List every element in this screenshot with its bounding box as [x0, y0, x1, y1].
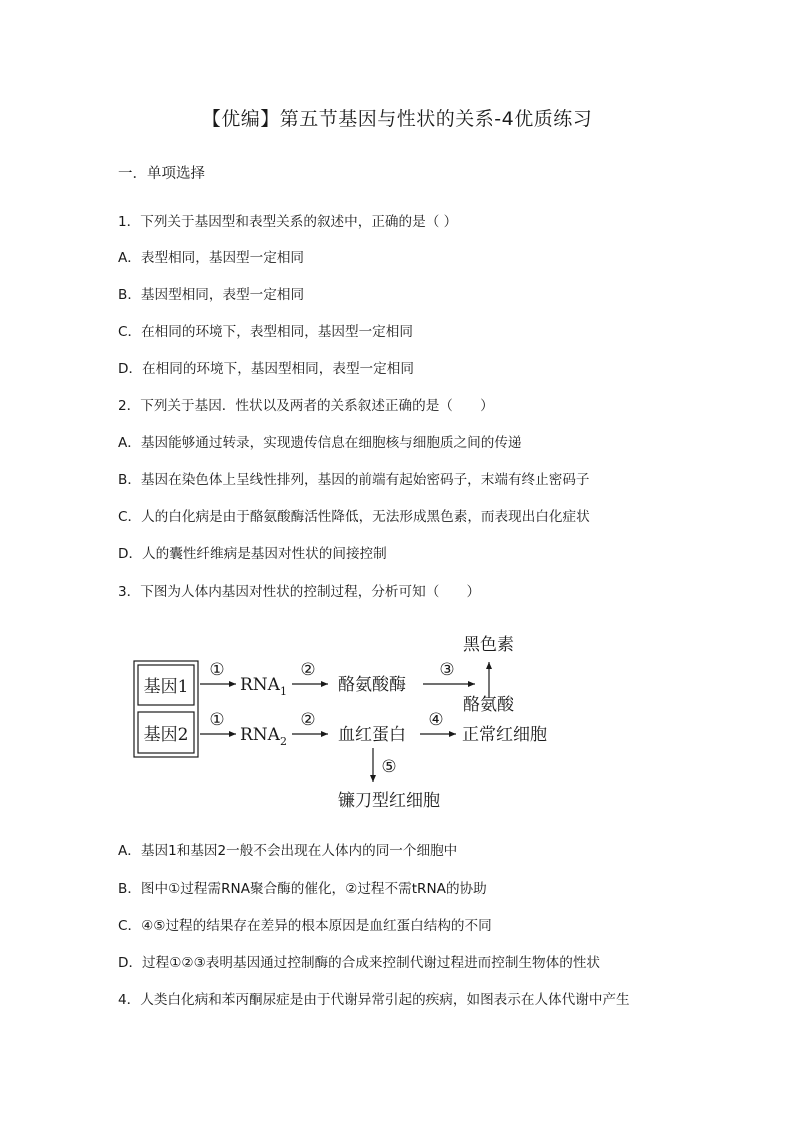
rna1-label: $RNA_1$: [240, 675, 287, 698]
question-2-option-c: C．人的白化病是由于酪氨酸酶活性降低，无法形成黑色素，而表现出白化症状: [118, 509, 590, 525]
sickle-rbc-label: 镰刀型红细胞: [338, 791, 440, 811]
step4-marker: ④: [428, 710, 444, 730]
question-1-option-b: B．基因型相同，表型一定相同: [118, 287, 305, 303]
question-4-stem: 4．人类白化病和苯丙酮尿症是由于代谢异常引起的疾病，如图表示在人体代谢中产生: [118, 992, 630, 1008]
melanin-label: 黑色素: [463, 635, 514, 655]
step5-marker: ⑤: [381, 757, 397, 777]
step3-marker: ③: [439, 660, 455, 680]
question-2-stem: 2．下列关于基因．性状以及两者的关系叙述正确的是（ ）: [118, 398, 494, 414]
question-2-option-d: D．人的囊性纤维病是基因对性状的间接控制: [118, 546, 387, 562]
normal-rbc-label: 正常红细胞: [462, 725, 547, 745]
question-2-option-b: B．基因在染色体上呈线性排列，基因的前端有起始密码子，末端有终止密码子: [118, 472, 590, 488]
gene1-label: 基因1: [143, 677, 189, 697]
hemoglobin-label: 血红蛋白: [338, 725, 406, 745]
question-3-stem: 3．下图为人体内基因对性状的控制过程，分析可知（ ）: [118, 584, 481, 600]
question-2-option-a: A．基因能够通过转录，实现遗传信息在细胞核与细胞质之间的传递: [118, 435, 522, 451]
question-3-option-a: A．基因1和基因2一般不会出现在人体内的同一个细胞中: [118, 843, 458, 859]
document-title: 【优编】第五节基因与性状的关系-4优质练习: [201, 108, 593, 130]
tyrosine-label: 酪氨酸: [463, 695, 514, 715]
step1-marker-row1: ①: [209, 660, 225, 680]
step2-marker-row2: ②: [300, 710, 316, 730]
question-3-option-d: D．过程①②③表明基因通过控制酶的合成来控制代谢过程进而控制生物体的性状: [118, 955, 601, 971]
step1-marker-row2: ①: [209, 710, 225, 730]
question-1-stem: 1．下列关于基因型和表型关系的叙述中，正确的是（ ）: [118, 214, 458, 230]
question-3-option-c: C．④⑤过程的结果存在差异的根本原因是血红蛋白结构的不同: [118, 918, 492, 934]
question-1-option-d: D．在相同的环境下，基因型相同，表型一定相同: [118, 361, 414, 377]
question-1-option-a: A．表型相同，基因型一定相同: [118, 250, 305, 266]
question-1-option-c: C．在相同的环境下，表型相同，基因型一定相同: [118, 324, 413, 340]
question-3-option-b: B．图中①过程需RNA聚合酶的催化，②过程不需tRNA的协助: [118, 881, 487, 897]
enzyme-label: 酪氨酸酶: [338, 675, 406, 695]
rna2-label: $RNA_2$: [240, 725, 287, 748]
gene-control-diagram: [120, 622, 600, 817]
section-heading: 一．单项选择: [118, 166, 205, 182]
step2-marker-row1: ②: [300, 660, 316, 680]
gene2-label: 基因2: [143, 725, 189, 745]
